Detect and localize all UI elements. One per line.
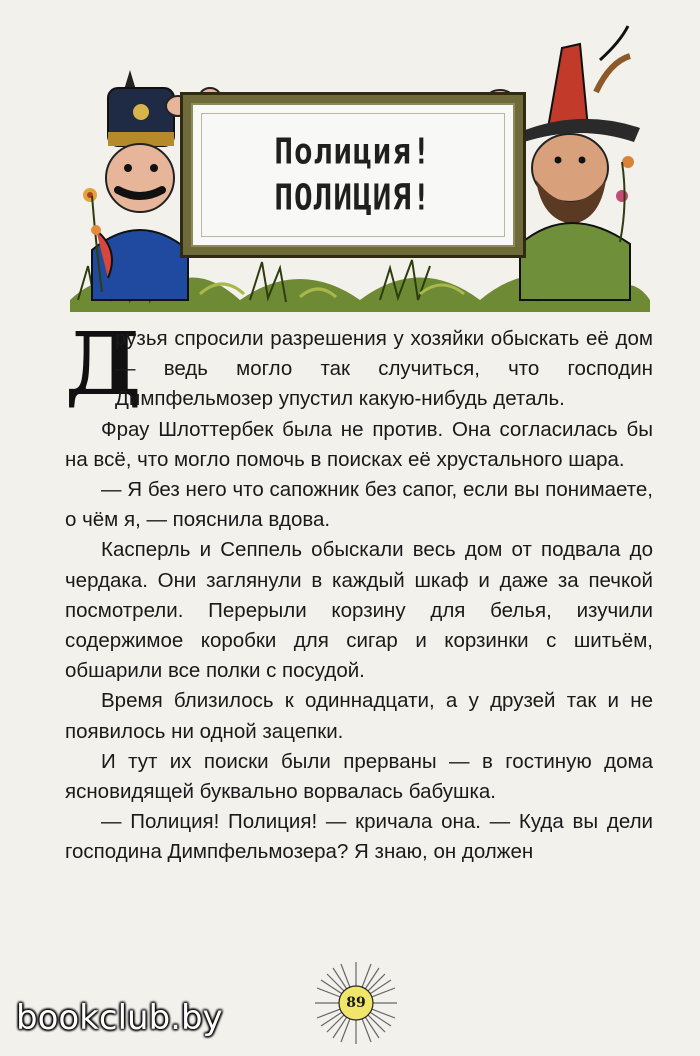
- paragraph: И тут их поиски были прерваны — в гостиную дома ясновидящей буквально ворвалась бабушка.: [65, 749, 653, 804]
- paragraph: Фрау Шлоттербек была не против. Она согласилась бы на всё, что могло помочь в поисках её хрустального шара.: [65, 417, 653, 471]
- chapter-title: [201, 113, 505, 237]
- paragraph-text: рузья спросили разрешения у хозяйки обыскать её дом — ведь могло так случиться, что господин Димпфельмозер упустил какую-нибудь деталь.: [115, 327, 653, 411]
- chapter-title-line-2: ПОЛИЦИЯ!: [274, 177, 432, 219]
- chapter-title-line-1: Полиция!: [274, 131, 432, 173]
- paragraph: [65, 314, 653, 415]
- drop-cap: Д: [65, 314, 142, 415]
- chapter-header-illustration: [0, 0, 700, 318]
- robber-illustration: [520, 26, 640, 300]
- chapter-title-sign: [183, 95, 523, 255]
- watermark: bookclub.by: [16, 998, 223, 1038]
- paragraph: — Полиция! Полиция! — кричала она. — Куда вы дели господина Димпфельмозера? Я знаю, он должен: [65, 810, 653, 864]
- page-number: 89: [346, 995, 366, 1011]
- paragraph: Время близилось к одиннадцати, а у друзей так и не появилось ни одной зацепки.: [65, 689, 653, 743]
- chapter-text: [65, 314, 653, 868]
- paragraph: Касперль и Сеппель обыскали весь дом от подвала до чердака. Они заглянули в каждый шкаф и даже за печкой посмотрели. Перерыли корзину для белья, изучили содержимое коробки для сигар и корзинки с шитьём, обшарили все полки с посудой.: [65, 538, 653, 683]
- paragraph: — Я без него что сапожник без сапог, если вы понимаете, о чём я, — пояснила вдова.: [65, 478, 653, 532]
- page-number-badge: [313, 960, 399, 1046]
